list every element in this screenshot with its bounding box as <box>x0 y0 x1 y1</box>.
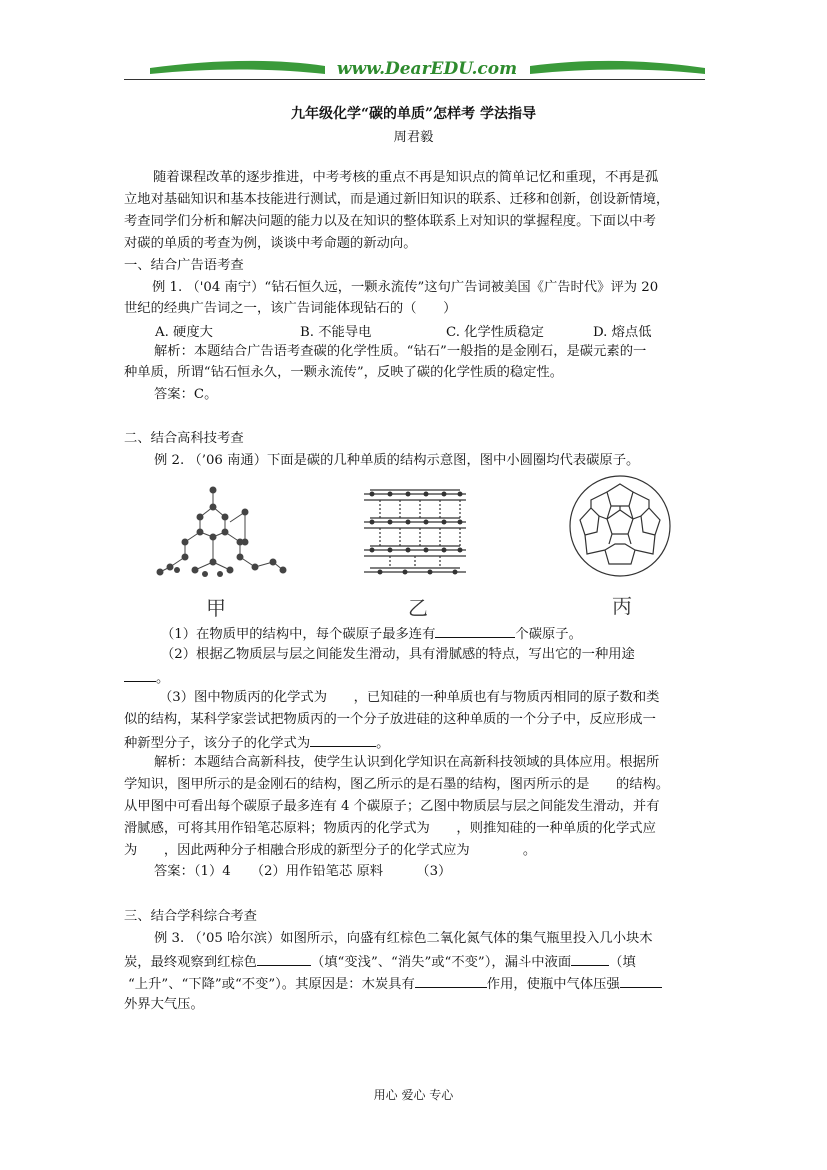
subquestion-2: （2）根据乙物质层与层之间能发生滑动，具有滑腻感的特点，写出它的一种用途 <box>161 647 635 662</box>
option-c: C. 化学性质稳定 <box>446 325 544 340</box>
subquestion-3-cont: 似的结构，某科学家尝试把物质丙的一个分子放进硅的这种单质的一个分子中，反应形成一 <box>124 712 656 727</box>
answer-blank[interactable] <box>571 951 609 966</box>
analysis-text: 种单质，所谓“钻石恒永久，一颗永流传”，反映了碳的化学性质的稳定性。 <box>124 365 564 380</box>
analysis-text: 滑腻感，可将其用作铅笔芯原料；物质丙的化学式为 ，则推知硅的一种单质的化学式应 <box>124 821 656 836</box>
figure-label-yi: 乙 <box>408 596 428 620</box>
answer-blank[interactable] <box>435 623 515 638</box>
option-d: D. 熔点低 <box>593 325 652 340</box>
page-title: 九年级化学“碳的单质”怎样考 学法指导 <box>291 106 536 122</box>
option-b: B. 不能导电 <box>300 325 372 340</box>
intro-line: 考查同学们分析和解决问题的能力以及在知识的整体联系上对知识的掌握程度。下面以中考 <box>124 214 656 229</box>
answer-blank[interactable] <box>310 732 376 747</box>
subquestion-3-cont: 种新型分子，该分子的化学式为 。 <box>124 732 389 754</box>
answer-blank[interactable] <box>124 667 156 682</box>
section-heading: 三、结合学科综合考查 <box>124 909 257 924</box>
analysis-text: 解析：本题结合广告语考查碳的化学性质。“钻石”一般指的是金刚石，是碳元素的一 <box>154 344 647 359</box>
intro-line: 立地对基础知识和基本技能进行测试，而是通过新旧知识的联系、迁移和创新，创设新情境， <box>124 192 670 207</box>
graphite-structure-figure <box>360 484 470 580</box>
question-text: 世纪的经典广告词之一，该广告词能体现钻石的（ ） <box>124 301 457 316</box>
author: 周君毅 <box>393 130 434 145</box>
site-url: www.DearEDU.com <box>336 59 518 79</box>
header-rule <box>124 79 705 80</box>
question-text: “上升”、“下降”或“不变”）。其原因是：木炭具有 作用，使瓶中气体压强 <box>128 973 662 995</box>
question-text: 外界大气压。 <box>124 997 204 1012</box>
analysis-text: 为 ，因此两种分子相融合形成的新型分子的化学式应为 。 <box>124 843 537 858</box>
intro-line: 对碳的单质的考查为例，谈谈中考命题的新动向。 <box>124 236 417 251</box>
answer-text: 答案：C。 <box>154 387 218 402</box>
section-heading: 一、结合广告语考查 <box>124 258 244 273</box>
answer-blank[interactable] <box>620 973 662 988</box>
page-footer: 用心 爱心 专心 <box>373 1088 454 1102</box>
intro-line: 随着课程改革的逐步推进，中考考核的重点不再是知识点的简单记忆和重现，不再是孤 <box>153 170 659 185</box>
subquestion-3: （3）图中物质丙的化学式为 ，已知硅的一种单质也有与物质丙相同的原子数和类 <box>159 690 660 705</box>
analysis-text: 学知识，图甲所示的是金刚石的结构，图乙所示的是石墨的结构，图丙所示的是 的结构。 <box>124 777 670 792</box>
question-text: 例 2. （’06 南通）下面是碳的几种单质的结构示意图，图中小圆圈均代表碳原子。 <box>154 453 640 468</box>
subquestion-2-cont: 。 <box>124 667 169 689</box>
question-text: 例 1. （'04 南宁）“钻石恒久远，一颗永流传”这句广告词被美国《广告时代》评为 20 <box>152 280 659 295</box>
analysis-text: 从甲图中可看出每个碳原子最多连有 4 个碳原子；乙图中物质层与层之间能发生滑动，并有 <box>124 799 660 814</box>
analysis-text: 解析：本题结合高新科技，使学生认识到化学知识在高新科技领域的具体应用。根据所 <box>154 755 660 770</box>
answer-blank[interactable] <box>415 973 487 988</box>
subquestion-1: （1）在物质甲的结构中，每个碳原子最多连有 个碳原子。 <box>161 623 582 645</box>
question-text: 例 3. （’05 哈尔滨）如图所示，向盛有红棕色二氧化氮气体的集气瓶里投入几小块木 <box>154 931 653 946</box>
fullerene-structure-figure <box>565 470 675 582</box>
site-logo <box>150 54 705 88</box>
answer-text: 答案：（1）4 （2）用作铅笔芯 原料 （3） <box>154 864 452 879</box>
section-heading: 二、结合高科技考查 <box>124 431 244 446</box>
answer-blank[interactable] <box>257 951 311 966</box>
question-text: 炭，最终观察到红棕色 （填“变浅”、“消失”或“不变”），漏斗中液面 （填 <box>124 951 636 973</box>
figure-label-jia: 甲 <box>206 596 226 620</box>
diamond-structure-figure <box>155 482 295 582</box>
option-a: A. 硬度大 <box>155 325 213 340</box>
figure-label-bing: 丙 <box>612 594 632 618</box>
